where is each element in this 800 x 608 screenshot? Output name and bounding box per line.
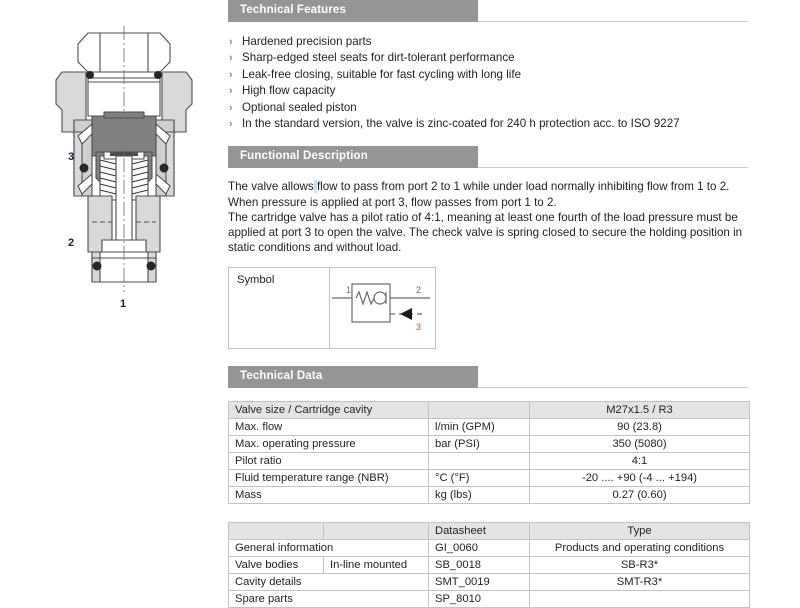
cell-subcategory: In-line mounted bbox=[324, 557, 429, 574]
hydraulic-symbol-svg bbox=[330, 268, 435, 348]
technical-data-table bbox=[228, 401, 750, 504]
table-row bbox=[229, 419, 750, 436]
o-ring bbox=[160, 164, 169, 173]
cell-unit: l/min (GPM) bbox=[429, 419, 530, 436]
table-row bbox=[229, 540, 750, 557]
cell-name: Valve size / Cartridge cavity bbox=[229, 402, 429, 419]
cell-value: 90 (23.8) bbox=[530, 419, 750, 436]
valve-cross-section-svg bbox=[0, 0, 225, 600]
symbol-box bbox=[228, 267, 436, 349]
cell-unit bbox=[429, 453, 530, 470]
cell-category: Cavity details bbox=[229, 574, 429, 591]
cell-type bbox=[530, 591, 750, 608]
pilot-arrow-icon bbox=[400, 308, 412, 320]
cell-datasheet: SP_8010 bbox=[429, 591, 530, 608]
paragraph bbox=[228, 179, 752, 209]
cell-name: Max. flow bbox=[229, 419, 429, 436]
technical-features-list bbox=[228, 34, 752, 132]
cell-datasheet: Datasheet bbox=[429, 523, 530, 540]
port-label-3: 3 bbox=[68, 151, 75, 163]
o-ring bbox=[80, 164, 89, 173]
chevron-right-icon: › bbox=[229, 68, 233, 81]
list-item-label: Leak-free closing, suitable for fast cycling with long life bbox=[242, 67, 522, 81]
cell-unit: bar (PSI) bbox=[429, 436, 530, 453]
cell-unit: kg (lbs) bbox=[429, 487, 530, 504]
cell-name: Pilot ratio bbox=[229, 453, 429, 470]
table-row bbox=[229, 436, 750, 453]
o-ring bbox=[93, 262, 102, 271]
symbol-port-label-2: 2 bbox=[416, 285, 422, 296]
cell-value: 350 (5080) bbox=[530, 436, 750, 453]
o-ring bbox=[86, 71, 94, 79]
list-item-label: Hardened precision parts bbox=[242, 35, 372, 48]
list-item bbox=[228, 50, 752, 66]
chevron-right-icon: › bbox=[229, 36, 233, 48]
table-row bbox=[229, 487, 750, 504]
chevron-right-icon: › bbox=[229, 101, 233, 114]
cell-datasheet: GI_0060 bbox=[429, 540, 530, 557]
cell-category: Valve bodies bbox=[229, 557, 324, 574]
cell-category bbox=[229, 523, 324, 540]
table-row bbox=[229, 470, 750, 487]
section-header-label: Technical Data bbox=[240, 370, 323, 383]
datasheet-table bbox=[228, 522, 750, 608]
list-item bbox=[228, 34, 752, 50]
paragraph-part: flow to pass from port 2 to 1 while under load normally inhibiting flow from 1 to 2. When pressure is applied at port 3, flow passes from port 1 to 2. bbox=[228, 180, 730, 209]
cell-datasheet: SB_0018 bbox=[429, 557, 530, 574]
cell-unit bbox=[429, 402, 530, 419]
chevron-right-icon: › bbox=[229, 85, 233, 98]
cell-type: SB-R3* bbox=[530, 557, 750, 574]
cell-value: M27x1.5 / R3 bbox=[530, 402, 750, 419]
o-ring bbox=[147, 262, 156, 271]
cell-category: General information bbox=[229, 540, 429, 557]
symbol-port-label-3: 3 bbox=[416, 322, 422, 333]
port-label-1: 1 bbox=[120, 298, 127, 310]
cell-category: Spare parts bbox=[229, 591, 429, 608]
section-header-label: Functional Description bbox=[240, 150, 368, 163]
cell-name: Mass bbox=[229, 487, 429, 504]
cell-subcategory bbox=[324, 523, 429, 540]
list-item bbox=[228, 100, 752, 116]
section-header-rule bbox=[478, 167, 748, 168]
symbol-port-label-1: 1 bbox=[346, 285, 352, 296]
table-row-header bbox=[229, 523, 750, 540]
cell-name: Fluid temperature range (NBR) bbox=[229, 470, 429, 487]
symbol-box-label: Symbol bbox=[229, 268, 330, 348]
symbol-diagram bbox=[330, 268, 435, 348]
list-item-label: High flow capacity bbox=[242, 84, 336, 98]
list-item-label: Sharp-edged steel seats for dirt-tolerant performance bbox=[242, 51, 515, 65]
chevron-right-icon: › bbox=[229, 118, 233, 131]
table-row bbox=[229, 453, 750, 470]
functional-description-text bbox=[228, 179, 752, 255]
cell-type: SMT-R3* bbox=[530, 574, 750, 591]
table-row bbox=[229, 591, 750, 608]
list-item bbox=[228, 67, 752, 83]
section-header-functional-description bbox=[228, 146, 752, 168]
section-header-label: Technical Features bbox=[240, 4, 347, 16]
cell-type: Products and operating conditions bbox=[530, 540, 750, 557]
cell-type: Type bbox=[530, 523, 750, 540]
cell-value: -20 .... +90 (-4 ... +194) bbox=[530, 470, 750, 487]
section-header-rule bbox=[478, 387, 748, 388]
spring-symbol bbox=[356, 292, 374, 304]
cell-unit: °C (°F) bbox=[429, 470, 530, 487]
section-header-technical-features bbox=[228, 0, 752, 22]
o-ring bbox=[154, 71, 162, 79]
section-header-technical-data bbox=[228, 366, 752, 388]
paragraph-part: The valve allows bbox=[228, 180, 314, 194]
cell-value: 4:1 bbox=[530, 453, 750, 470]
content-column bbox=[228, 0, 752, 608]
check-valve-circle bbox=[374, 292, 386, 304]
cell-datasheet: SMT_0019 bbox=[429, 574, 530, 591]
list-item bbox=[228, 83, 752, 99]
list-item bbox=[228, 116, 752, 132]
port-label-2: 2 bbox=[68, 237, 75, 249]
paragraph: The cartridge valve has a pilot ratio of 4:1, meaning at least one fourth of the load pressure must be applied at port 3 to open the valve. The check valve is spring closed to secure the holding position in static conditions and without load. bbox=[228, 210, 743, 255]
cell-name: Max. operating pressure bbox=[229, 436, 429, 453]
chevron-right-icon: › bbox=[229, 52, 233, 65]
valve-cross-section-drawing bbox=[0, 0, 225, 600]
list-item-label: In the standard version, the valve is zinc-coated for 240 h protection acc. to ISO 9227 bbox=[242, 117, 680, 131]
section-header-rule bbox=[478, 21, 748, 22]
cell-value: 0.27 (0.60) bbox=[530, 487, 750, 504]
table-row bbox=[229, 574, 750, 591]
list-item-label: Optional sealed piston bbox=[242, 100, 357, 114]
table-row bbox=[229, 557, 750, 574]
table-row-header bbox=[229, 402, 750, 419]
